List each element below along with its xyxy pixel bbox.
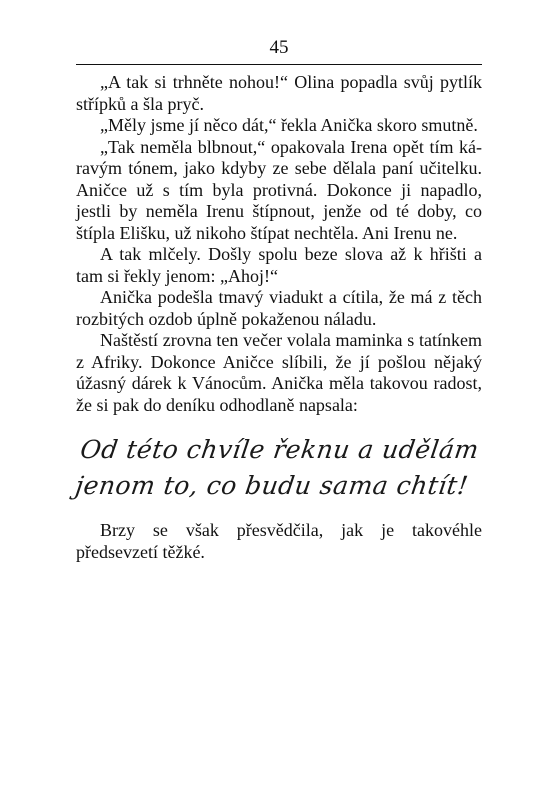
closing-text — [76, 520, 482, 563]
paragraph: „Tak neměla blbnout,“ opakovala Irena opět tím káravým tónem, jako kdyby ze sebe dělala paní učitelku. Aničce už s tím byla protivná. Dokonce ji napadlo, jestli by neměla Irenu štípnout, jenže od té doby, co štípla Elišku, už nikoho štípat nechtěla. Ani Irenu ne. — [76, 136, 482, 243]
diary-entry — [73, 432, 503, 504]
paragraph: Anička podešla tmavý viadukt a cítila, že má z těch rozbitých ozdob úplně pokaženou náladu. — [76, 287, 482, 329]
diary-line: jenom to, co budu sama chtít! — [73, 471, 471, 500]
paragraph: „A tak si trhněte nohou!“ Olina popadla svůj pytlík střípků a šla pryč. — [76, 72, 482, 114]
paragraph: Naštěstí zrovna ten večer volala maminka s tatínkem z Afriky. Dokonce Aničce slíbili, že jí pošlou nějaký úžasný dárek k Vánocům. Anička měla takovou radost, že si pak do deníku odhodlaně napsala: — [76, 330, 482, 415]
diary-line: Od této chvíle řeknu a udělám — [78, 435, 481, 464]
body-text — [76, 72, 482, 416]
header-rule — [76, 64, 482, 65]
paragraph: Brzy se však přesvědčila, jak je takovéhle předsevzetí těžké. — [76, 520, 482, 562]
paragraph: „Měly jsme jí něco dát,“ řekla Anička skoro smutně. — [100, 115, 478, 135]
page-number: 45 — [269, 37, 289, 58]
paragraph: A tak mlčely. Došly spolu beze slova až k hřišti a tam si řekly jenom: „Ahoj!“ — [76, 244, 482, 286]
